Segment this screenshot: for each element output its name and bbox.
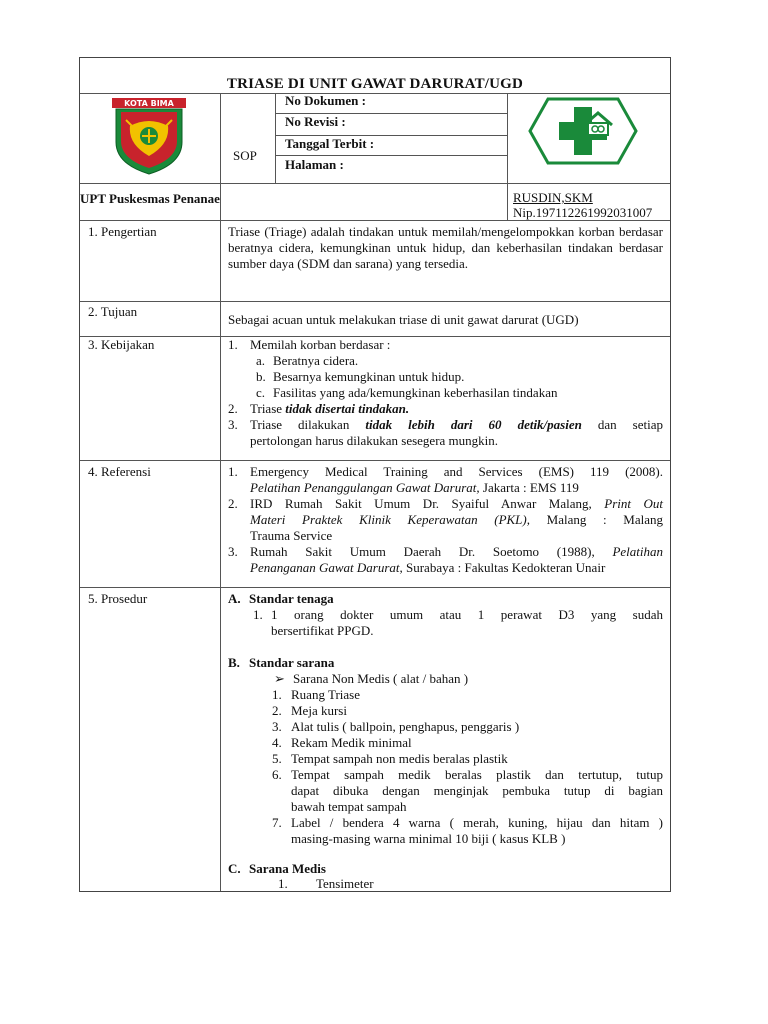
sarana-non-medis: Sarana Non Medis ( alat / bahan ): [293, 671, 469, 686]
sarana-item-6-line3: bawah tempat sampah: [291, 799, 407, 814]
list-number: 2.: [228, 496, 238, 511]
text-run: Triase: [250, 401, 286, 416]
referensi-3-line2: [250, 560, 605, 576]
tenaga-item-1-line2: bersertifikat PPGD.: [271, 623, 374, 638]
list-number: 1.: [272, 687, 282, 702]
text-run: dan setiap: [581, 417, 663, 432]
puskesmas-logo: [528, 97, 638, 165]
sarana-item-6-line1: Tempat sampah medik beralas plastik dan tertutup, tutup: [291, 767, 663, 782]
pengertian-text: Triase (Triage) adalah tindakan untuk memilah/mengelompokkan korban berdasar beratnya cidera, kemungkinan untuk hidup, dan keberhasilan tindakan berdasar sumber daya (SDM dan sarana) yang tersedia.: [228, 224, 663, 271]
sarana-item: Alat tulis ( ballpoin, penghapus, penggaris ): [291, 719, 520, 734]
field-no-dokumen: No Dokumen :: [285, 93, 366, 108]
section-label-pengertian: 1. Pengertian: [88, 224, 157, 239]
divider: [275, 155, 507, 156]
divider: [507, 93, 508, 220]
field-no-revisi: No Revisi :: [285, 114, 346, 129]
list-number: 1.: [253, 607, 263, 622]
section-label-kebijakan: 3. Kebijakan: [88, 337, 155, 352]
heading-standar-sarana: Standar sarana: [249, 655, 335, 670]
kota-bima-logo: [108, 96, 190, 176]
column-divider: [220, 93, 221, 891]
italic-run: Print Out: [604, 496, 663, 511]
text-run: Surabaya : Fakultas Kedokteran Unair: [402, 560, 606, 575]
section-label-tujuan: 2. Tujuan: [88, 304, 138, 319]
sop-label: SOP: [233, 148, 257, 163]
list-number: 7.: [272, 815, 282, 830]
tenaga-item-1-line1: 1 orang dokter umum atau 1 perawat D3 yang sudah: [271, 607, 663, 622]
divider: [80, 460, 670, 461]
referensi-2-line3: Trauma Service: [250, 528, 333, 543]
list-number: 2.: [228, 401, 238, 416]
italic-run: Materi Praktek Klinik Keperawatan (PKL),: [250, 512, 530, 527]
divider: [275, 93, 276, 183]
kebijakan-item-3-line2: pertolongan harus dilakukan sesegera mungkin.: [250, 433, 499, 448]
sarana-item: Meja kursi: [291, 703, 347, 718]
referensi-1-line2: [250, 480, 579, 496]
kebijakan-sub-b: Besarnya kemungkinan untuk hidup.: [273, 369, 465, 384]
sarana-item-7-line2: masing-masing warna minimal 10 biji ( kasus KLB ): [291, 831, 566, 846]
list-number: 3.: [228, 544, 238, 559]
sop-document: [79, 57, 671, 892]
sarana-item: Ruang Triase: [291, 687, 360, 702]
field-halaman: Halaman :: [285, 157, 344, 172]
heading-letter: B.: [228, 655, 240, 670]
signer-nip: Nip.197112261992031007: [513, 205, 653, 220]
divider: [80, 301, 670, 302]
section-label-prosedur: 5. Prosedur: [88, 591, 148, 606]
italic-run: Penanganan Gawat Darurat,: [250, 560, 403, 575]
referensi-2-line1: [250, 496, 663, 512]
arrow-bullet-icon: ➢: [274, 671, 285, 686]
heading-standar-tenaga: Standar tenaga: [249, 591, 334, 606]
emphasis: tidak disertai tindakan.: [285, 401, 410, 416]
text-run: IRD Rumah Sakit Umum Dr. Syaiful Anwar Malang,: [250, 496, 605, 511]
list-number: 1.: [278, 876, 288, 891]
sarana-medis-item-1: Tensimeter: [316, 876, 374, 891]
list-number: 2.: [272, 703, 282, 718]
field-tanggal-terbit: Tanggal Terbit :: [285, 136, 375, 151]
kebijakan-sub-c: Fasilitas yang ada/kemungkinan keberhasilan tindakan: [273, 385, 558, 400]
list-letter: a.: [256, 353, 266, 368]
divider: [80, 93, 670, 94]
text-run: Jakarta : EMS 119: [479, 480, 579, 495]
section-label-referensi: 4. Referensi: [88, 464, 151, 479]
heading-sarana-medis: Sarana Medis: [249, 861, 326, 876]
emphasis: tidak lebih dari 60 detik/pasien: [365, 417, 582, 432]
text-run: Rumah Sakit Umum Daerah Dr. Soetomo (1988),: [250, 544, 613, 559]
sarana-item-7-line1: Label / bendera 4 warna ( merah, kuning, hijau dan hitam ): [291, 815, 663, 830]
list-number: 1.: [228, 337, 238, 352]
sarana-item-6-line2: dapat dibuka dengan menginjak pembuka tutup di bagian: [291, 783, 663, 798]
list-number: 1.: [228, 464, 238, 479]
org-name: UPT Puskesmas Penanae: [80, 191, 220, 206]
document-title: TRIASE DI UNIT GAWAT DARURAT/UGD: [226, 76, 524, 92]
signer-name: RUSDIN,SKM: [513, 190, 593, 205]
italic-run: Pelatihan Penanggulangan Gawat Darurat,: [250, 480, 480, 495]
text-run: Triase dilakukan: [250, 417, 366, 432]
heading-letter: C.: [228, 861, 241, 876]
list-number: 6.: [272, 767, 282, 782]
referensi-3-line1: [250, 544, 663, 560]
heading-letter: A.: [228, 591, 241, 606]
referensi-2-line2: [250, 512, 663, 528]
sarana-item: Tempat sampah non medis beralas plastik: [291, 751, 508, 766]
list-number: 3.: [228, 417, 238, 432]
logo-caption: KOTA BIMA: [124, 99, 174, 108]
divider: [80, 587, 670, 588]
kebijakan-item-1: Memilah korban berdasar :: [250, 337, 391, 352]
kebijakan-item-3: [250, 417, 663, 433]
list-letter: b.: [256, 369, 266, 384]
sarana-item: Rekam Medik minimal: [291, 735, 412, 750]
kebijakan-sub-a: Beratnya cidera.: [273, 353, 359, 368]
kebijakan-item-2: [250, 401, 409, 417]
list-number: 4.: [272, 735, 282, 750]
italic-run: Pelatihan: [612, 544, 663, 559]
list-letter: c.: [256, 385, 266, 400]
text-run: Malang : Malang: [530, 512, 663, 527]
referensi-1-line1: Emergency Medical Training and Services (EMS) 119 (2008).: [250, 464, 663, 479]
tujuan-text: Sebagai acuan untuk melakukan triase di unit gawat darurat (UGD): [228, 312, 579, 327]
divider: [80, 183, 670, 184]
list-number: 3.: [272, 719, 282, 734]
list-number: 5.: [272, 751, 282, 766]
